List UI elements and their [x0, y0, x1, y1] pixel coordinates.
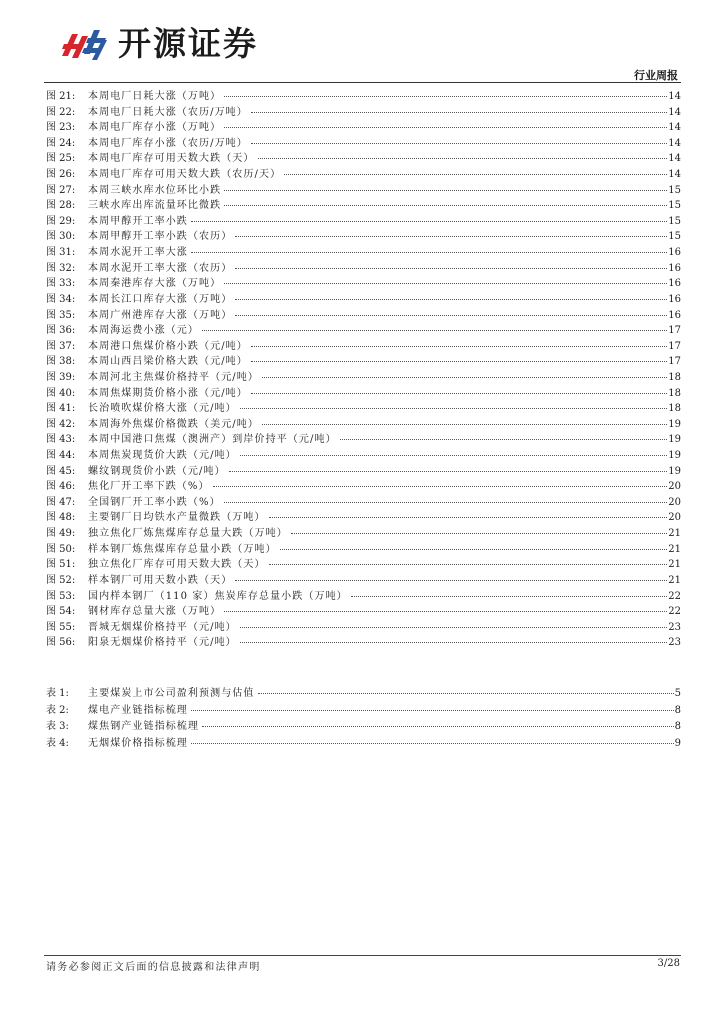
figure-entry-number: 图 45: [46, 465, 76, 477]
table-entry[interactable] [46, 719, 681, 736]
figure-entry-page: 15 [668, 184, 681, 196]
table-index [46, 686, 681, 752]
figure-entry-page: 17 [668, 356, 681, 368]
figure-entry[interactable] [46, 604, 681, 620]
figure-entry-page: 19 [668, 434, 681, 446]
dot-leader [291, 533, 667, 534]
figure-entry-page: 19 [668, 418, 681, 430]
dot-leader [262, 424, 667, 425]
figure-entry-page: 14 [668, 137, 681, 149]
dot-leader [224, 502, 668, 503]
figure-entry[interactable] [46, 526, 681, 542]
dot-leader [191, 252, 667, 253]
figure-entry-title: 全国钢厂开工率小跌（%） [88, 496, 221, 508]
figure-entry-number: 图 25: [46, 153, 76, 165]
kaiyuan-logo-icon [58, 24, 110, 64]
figure-entry-number: 图 38: [46, 356, 76, 368]
figure-entry-page: 21 [668, 528, 681, 540]
figure-entry-page: 18 [668, 403, 681, 415]
figure-entry[interactable] [46, 261, 681, 277]
figure-entry-page: 21 [668, 543, 681, 555]
figure-entry-title: 本周长江口库存大涨（万吨） [88, 293, 233, 305]
figure-entry[interactable] [46, 292, 681, 308]
dot-leader [269, 517, 668, 518]
dot-leader [229, 471, 668, 472]
document-type: 行业周报 [634, 69, 678, 82]
dot-leader [251, 361, 667, 362]
figure-entry-number: 图 24: [46, 137, 76, 149]
figure-entry-number: 图 46: [46, 481, 76, 493]
figure-entry-number: 图 42: [46, 418, 76, 430]
figure-entry-title: 本周海外焦煤价格微跌（美元/吨） [88, 418, 259, 430]
dot-leader [224, 127, 667, 128]
figure-entry[interactable] [46, 386, 681, 402]
figure-entry-page: 15 [668, 231, 681, 243]
figure-entry-title: 本周海运费小涨（元） [88, 325, 199, 337]
page-header [0, 0, 724, 90]
figure-entry[interactable] [46, 510, 681, 526]
figure-entry-number: 图 47: [46, 496, 76, 508]
figure-entry-page: 15 [668, 215, 681, 227]
figure-entry-page: 21 [668, 559, 681, 571]
figure-entry-title: 独立焦化厂炼焦煤库存总量大跌（万吨） [88, 528, 288, 540]
table-entry-page: 5 [674, 688, 681, 699]
dot-leader [262, 377, 667, 378]
figure-entry[interactable] [46, 417, 681, 433]
figure-entry-number: 图 44: [46, 450, 76, 462]
figure-entry-number: 图 41: [46, 403, 76, 415]
table-entry-number: 表 3: [46, 721, 69, 732]
figure-entry-number: 图 22: [46, 106, 76, 118]
table-entry-number: 表 4: [46, 737, 69, 749]
figure-entry[interactable] [46, 323, 681, 339]
figure-entry[interactable] [46, 542, 681, 558]
dot-leader [258, 158, 668, 159]
figure-entry-page: 19 [668, 450, 681, 462]
figure-entry[interactable] [46, 245, 681, 261]
figure-entry-number: 图 40: [46, 387, 76, 399]
dot-leader [251, 112, 667, 113]
dot-leader [240, 627, 667, 628]
dot-leader [251, 346, 667, 347]
figure-entry-title: 主要钢厂日均铁水产量微跌（万吨） [88, 512, 266, 524]
figure-entry[interactable] [46, 183, 681, 199]
figure-entry[interactable] [46, 464, 681, 480]
footer-divider [44, 955, 681, 956]
figure-entry[interactable] [46, 495, 681, 511]
figure-entry-page: 14 [668, 153, 681, 165]
figure-entry-number: 图 39: [46, 371, 76, 383]
figure-entry-title: 三峡水库出库流量环比微跌 [88, 200, 222, 212]
figure-entry-number: 图 53: [46, 590, 76, 602]
figure-entry-title: 本周河北主焦煤价格持平（元/吨） [88, 371, 259, 383]
figure-entry[interactable] [46, 339, 681, 355]
figure-entry-page: 17 [668, 340, 681, 352]
dot-leader [240, 642, 667, 643]
table-entry-number: 表 1: [46, 688, 69, 699]
figure-entry-number: 图 55: [46, 621, 76, 633]
dot-leader [351, 596, 668, 597]
figure-entry-number: 图 37: [46, 340, 76, 352]
figure-entry-title: 本周电厂日耗大涨（万吨） [88, 91, 222, 102]
figure-entry[interactable] [46, 635, 681, 651]
brand-name: 开源证券 [118, 24, 258, 63]
figure-entry-page: 18 [668, 387, 681, 399]
dot-leader [213, 486, 668, 487]
figure-entry-title: 本周广州港库存大涨（万吨） [88, 309, 233, 321]
figure-entry[interactable] [46, 214, 681, 230]
dot-leader [235, 580, 667, 581]
dot-leader [240, 408, 667, 409]
figure-entry-page: 14 [668, 122, 681, 134]
figure-entry-number: 图 52: [46, 574, 76, 586]
figure-entry-title: 本周电厂日耗大涨（农历/万吨） [88, 106, 248, 118]
footer-disclaimer: 请务必参阅正文后面的信息披露和法律声明 [46, 962, 261, 973]
figure-entry-title: 晋城无烟煤价格持平（元/吨） [88, 621, 237, 633]
figure-entry-number: 图 30: [46, 231, 76, 243]
dot-leader [191, 743, 674, 744]
figure-entry[interactable] [46, 401, 681, 417]
dot-leader [224, 283, 667, 284]
dot-leader [240, 455, 667, 456]
figure-entry-title: 本周电厂库存可用天数大跌（天） [88, 153, 255, 165]
dot-leader [224, 96, 667, 97]
figure-entry-page: 19 [668, 465, 681, 477]
dot-leader [235, 299, 667, 300]
table-entry-title: 煤焦钢产业链指标梳理 [88, 721, 199, 732]
header-divider [44, 82, 681, 83]
figure-entry-title: 钢材库存总量大涨（万吨） [88, 606, 222, 618]
figure-entry-number: 图 26: [46, 169, 76, 181]
table-entry-page: 8 [674, 704, 681, 716]
figure-entry-title: 国内样本钢厂（110 家）焦炭库存总量小跌（万吨） [88, 590, 348, 602]
figure-entry-number: 图 43: [46, 434, 76, 446]
figure-entry[interactable] [46, 620, 681, 636]
dot-leader [269, 564, 668, 565]
dot-leader [340, 439, 668, 440]
figure-entry-number: 图 50: [46, 543, 76, 555]
figure-entry[interactable] [46, 448, 681, 464]
figure-entry[interactable] [46, 479, 681, 495]
figure-entry-page: 16 [668, 293, 681, 305]
figure-entry-number: 图 54: [46, 606, 76, 618]
figure-entry-title: 本周甲醇开工率小跌 [88, 215, 188, 227]
figure-entry-title: 本周山西吕梁价格大跌（元/吨） [88, 356, 248, 368]
figure-entry-page: 21 [668, 574, 681, 586]
figure-entry[interactable] [46, 229, 681, 245]
table-entry-page: 8 [674, 721, 681, 732]
figure-entry[interactable] [46, 573, 681, 589]
figure-entry[interactable] [46, 167, 681, 183]
figure-entry-page: 17 [668, 325, 681, 337]
figure-entry-title: 本周甲醇开工率小跌（农历） [88, 231, 233, 243]
figure-entry-title: 本周电厂库存小涨（农历/万吨） [88, 137, 248, 149]
figure-entry-page: 16 [668, 309, 681, 321]
figure-entry-page: 18 [668, 371, 681, 383]
dot-leader [235, 315, 667, 316]
figure-entry-number: 图 36: [46, 325, 76, 337]
figure-entry-page: 14 [668, 106, 681, 118]
dot-leader [224, 611, 667, 612]
figure-entry-title: 独立焦化厂库存可用天数大跌（天） [88, 559, 266, 571]
figure-entry-title: 螺纹钢现货价小跌（元/吨） [88, 465, 226, 477]
figure-entry-number: 图 23: [46, 122, 76, 134]
figure-entry-number: 图 56: [46, 637, 76, 649]
figure-entry-title: 本周三峡水库水位环比小跌 [88, 184, 222, 196]
figure-entry-page: 20 [668, 512, 681, 524]
dot-leader [235, 268, 667, 269]
figure-entry-title: 本周水泥开工率大涨（农历） [88, 262, 233, 274]
dot-leader [202, 726, 674, 727]
table-entry-title: 主要煤炭上市公司盈利预测与估值 [88, 688, 255, 699]
figure-entry[interactable] [46, 105, 681, 121]
figure-entry-number: 图 48: [46, 512, 76, 524]
figure-entry-page: 22 [668, 590, 681, 602]
figure-entry[interactable] [46, 354, 681, 370]
figure-entry-number: 图 51: [46, 559, 76, 571]
figure-entry[interactable] [46, 120, 681, 136]
table-entry-title: 无烟煤价格指标梳理 [88, 737, 188, 749]
figure-index [46, 89, 681, 651]
figure-entry-page: 16 [668, 278, 681, 290]
figure-entry-title: 本周水泥开工率大涨 [88, 247, 188, 259]
figure-entry-number: 图 28: [46, 200, 76, 212]
figure-entry-page: 23 [668, 621, 681, 633]
table-entry[interactable] [46, 703, 681, 720]
table-entry-title: 煤电产业链指标梳理 [88, 704, 188, 716]
figure-entry-number: 图 27: [46, 184, 76, 196]
figure-entry-title: 样本钢厂炼焦煤库存总量小跌（万吨） [88, 543, 277, 555]
figure-entry-page: 14 [668, 91, 681, 102]
figure-entry-title: 本周焦炭现货价大跌（元/吨） [88, 450, 237, 462]
figure-entry-page: 23 [668, 637, 681, 649]
figure-entry[interactable] [46, 370, 681, 386]
figure-entry-number: 图 29: [46, 215, 76, 227]
page-number: 3/28 [657, 958, 680, 969]
figure-entry[interactable] [46, 151, 681, 167]
figure-entry-title: 本周中国港口焦煤（澳洲产）到岸价持平（元/吨） [88, 434, 337, 446]
figure-entry-page: 22 [668, 606, 681, 618]
figure-entry-title: 长治喷吹煤价格大涨（元/吨） [88, 403, 237, 415]
dot-leader [280, 549, 668, 550]
figure-entry[interactable] [46, 89, 681, 105]
table-entry[interactable] [46, 736, 681, 753]
figure-entry-title: 本周电厂库存小涨（万吨） [88, 122, 222, 134]
dot-leader [191, 710, 674, 711]
figure-entry[interactable] [46, 198, 681, 214]
dot-leader [258, 693, 674, 694]
figure-entry-number: 图 32: [46, 262, 76, 274]
figure-entry[interactable] [46, 589, 681, 605]
dot-leader [251, 393, 667, 394]
figure-entry-number: 图 31: [46, 247, 76, 259]
figure-entry-page: 15 [668, 200, 681, 212]
figure-entry-page: 16 [668, 247, 681, 259]
figure-entry[interactable] [46, 557, 681, 573]
dot-leader [224, 205, 667, 206]
figure-entry[interactable] [46, 308, 681, 324]
figure-entry-number: 图 21: [46, 91, 76, 102]
dot-leader [191, 221, 667, 222]
table-entry-page: 9 [674, 737, 681, 749]
figure-entry-page: 16 [668, 262, 681, 274]
figure-entry-page: 20 [668, 481, 681, 493]
figure-entry-title: 本周焦煤期货价格小涨（元/吨） [88, 387, 248, 399]
figure-entry-title: 本周电厂库存可用天数大跌（农历/天） [88, 169, 282, 181]
figure-entry-title: 阳泉无烟煤价格持平（元/吨） [88, 637, 237, 649]
dot-leader [284, 174, 667, 175]
table-entry[interactable] [46, 686, 681, 703]
dot-leader [202, 330, 667, 331]
figure-entry-number: 图 33: [46, 278, 76, 290]
figure-entry-page: 20 [668, 496, 681, 508]
dot-leader [235, 236, 667, 237]
figure-entry-number: 图 34: [46, 293, 76, 305]
figure-entry[interactable] [46, 136, 681, 152]
figure-entry-number: 图 35: [46, 309, 76, 321]
dot-leader [224, 190, 667, 191]
figure-entry-number: 图 49: [46, 528, 76, 540]
dot-leader [251, 143, 667, 144]
figure-entry-page: 14 [668, 169, 681, 181]
figure-entry-title: 焦化厂开工率下跌（%） [88, 481, 210, 493]
figure-entry-title: 本周港口焦煤价格小跌（元/吨） [88, 340, 248, 352]
figure-entry-title: 本周秦港库存大涨（万吨） [88, 278, 222, 290]
table-entry-number: 表 2: [46, 704, 69, 716]
figure-entry[interactable] [46, 432, 681, 448]
figure-entry[interactable] [46, 276, 681, 292]
figure-entry-title: 样本钢厂可用天数小跌（天） [88, 574, 233, 586]
